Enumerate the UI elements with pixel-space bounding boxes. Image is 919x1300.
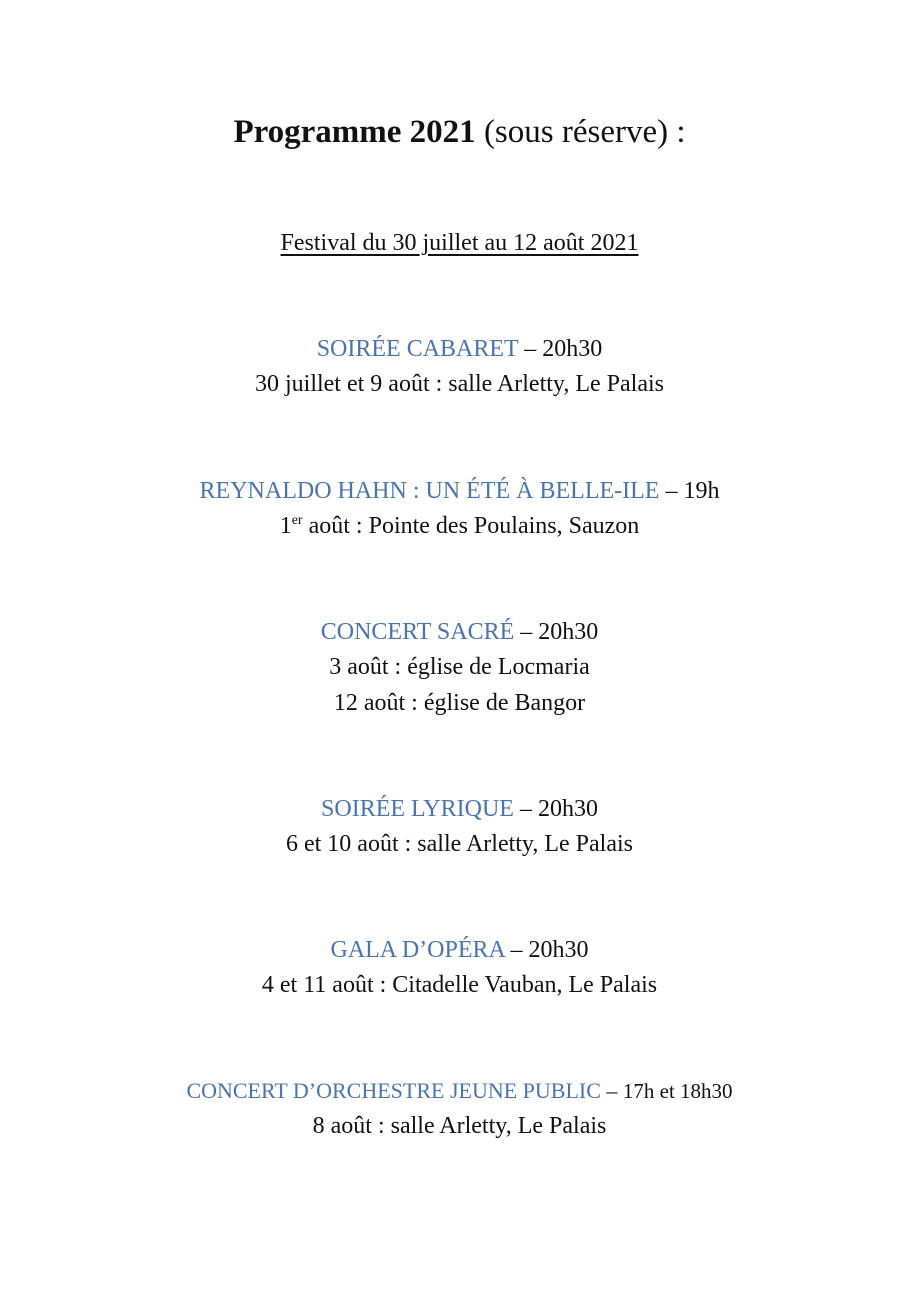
event-separator: – [513,796,538,822]
event-heading [0,1074,919,1108]
festival-dates: Festival du 30 juillet au 12 août 2021 [280,230,639,256]
event-time: 20h30 [537,796,598,822]
event-date-venue: 6 et 10 août : salle Arletty, Le Palais [285,831,634,857]
event-time: 20h30 [528,937,589,963]
event-concert-orchestre [0,1074,919,1144]
event-name: SOIRÉE LYRIQUE [321,796,514,822]
event-separator: – [600,1078,623,1103]
event-heading [0,474,919,508]
event-venue: août : Pointe des Poulains, Sauzon [302,513,640,539]
event-separator: – [504,937,529,963]
event-time: 20h30 [538,619,599,645]
event-separator: – [518,336,543,362]
event-reynaldo-hahn [0,474,919,544]
event-soiree-lyrique [0,792,919,862]
event-time: 19h [683,478,720,504]
page-title-note: (sous réserve) : [475,114,686,150]
event-soiree-cabaret [0,332,919,402]
event-time: 17h et 18h30 [622,1079,733,1103]
event-date-venue: 8 août : salle Arletty, Le Palais [312,1113,607,1139]
event-name: REYNALDO HAHN : UN ÉTÉ À BELLE-ILE [199,478,660,504]
event-date-venue: 12 août : église de Bangor [333,690,586,716]
event-name: SOIRÉE CABARET [316,336,519,362]
page-title-main: Programme 2021 [233,114,476,150]
page-title [0,108,919,156]
event-separator: – [659,478,684,504]
event-name: CONCERT D’ORCHESTRE JEUNE PUBLIC [186,1078,601,1103]
event-date-venue: 4 et 11 août : Citadelle Vauban, Le Palais [261,972,658,998]
event-heading [0,332,919,366]
event-name: CONCERT SACRÉ [320,619,515,645]
event-day-ordinal: er [291,513,303,528]
event-heading [0,933,919,967]
event-day: 1 [279,513,292,539]
event-heading [0,792,919,826]
event-date-venue: 3 août : église de Locmaria [329,654,590,680]
event-time: 20h30 [542,336,603,362]
event-gala-opera [0,933,919,1003]
event-name: GALA D’OPÉRA [330,937,505,963]
event-heading [0,615,919,649]
event-separator: – [514,619,539,645]
event-date-venue [0,508,919,544]
event-date-venue: 30 juillet et 9 août : salle Arletty, Le Palais [254,371,665,397]
event-concert-sacre [0,615,919,721]
